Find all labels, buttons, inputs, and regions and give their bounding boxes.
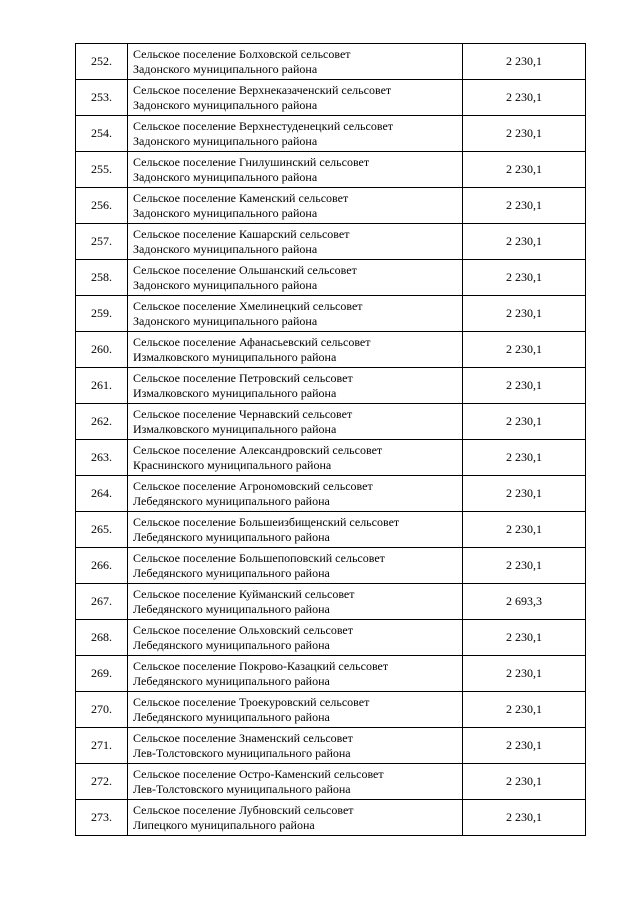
- table-row: [76, 728, 586, 764]
- settlement-name: Сельское поселение Хмелинецкий сельсовет: [133, 298, 363, 313]
- settlement-name-cell: [128, 692, 463, 728]
- row-number: 258.: [76, 260, 128, 296]
- district-name: Липецкого муниципального района: [133, 817, 315, 832]
- amount-value: 2 230,1: [463, 512, 586, 548]
- amount-value: 2 230,1: [463, 728, 586, 764]
- settlement-name-cell: [128, 224, 463, 260]
- district-name: Лебедянского муниципального района: [133, 673, 330, 688]
- settlement-name: Сельское поселение Гнилушинский сельсовет: [133, 154, 370, 169]
- settlement-name-cell: [128, 584, 463, 620]
- row-number: 252.: [76, 44, 128, 80]
- table-row: [76, 692, 586, 728]
- settlement-name-cell: [128, 116, 463, 152]
- settlement-name-cell: [128, 188, 463, 224]
- settlement-name-cell: [128, 440, 463, 476]
- settlement-name-cell: [128, 800, 463, 836]
- table-row: [76, 548, 586, 584]
- settlement-name-cell: [128, 296, 463, 332]
- table-row: [76, 368, 586, 404]
- table-row: [76, 656, 586, 692]
- settlement-name-cell: [128, 260, 463, 296]
- settlement-name-cell: [128, 656, 463, 692]
- settlement-name-cell: [128, 44, 463, 80]
- table-row: [76, 476, 586, 512]
- settlement-name-cell: [128, 728, 463, 764]
- settlements-table: [75, 43, 586, 836]
- amount-value: 2 230,1: [463, 440, 586, 476]
- row-number: 268.: [76, 620, 128, 656]
- table-row: [76, 260, 586, 296]
- row-number: 273.: [76, 800, 128, 836]
- district-name: Задонского муниципального района: [133, 241, 318, 256]
- district-name: Задонского муниципального района: [133, 97, 318, 112]
- settlement-name: Сельское поселение Большепоповский сельсовет: [133, 550, 385, 565]
- amount-value: 2 230,1: [463, 548, 586, 584]
- table-row: [76, 404, 586, 440]
- row-number: 263.: [76, 440, 128, 476]
- row-number: 254.: [76, 116, 128, 152]
- settlement-name: Сельское поселение Агрономовский сельсовет: [133, 478, 373, 493]
- amount-value: 2 230,1: [463, 80, 586, 116]
- amount-value: 2 230,1: [463, 692, 586, 728]
- settlement-name: Сельское поселение Куйманский сельсовет: [133, 586, 355, 601]
- settlement-name-cell: [128, 764, 463, 800]
- amount-value: 2 230,1: [463, 332, 586, 368]
- amount-value: 2 230,1: [463, 800, 586, 836]
- settlement-name: Сельское поселение Чернавский сельсовет: [133, 406, 353, 421]
- settlement-name-cell: [128, 404, 463, 440]
- row-number: 269.: [76, 656, 128, 692]
- district-name: Задонского муниципального района: [133, 61, 318, 76]
- amount-value: 2 230,1: [463, 476, 586, 512]
- settlement-name: Сельское поселение Остро-Каменский сельсовет: [133, 766, 384, 781]
- settlement-name-cell: [128, 548, 463, 584]
- district-name: Измалковского муниципального района: [133, 385, 337, 400]
- amount-value: 2 230,1: [463, 656, 586, 692]
- settlement-name-cell: [128, 80, 463, 116]
- table-row: [76, 296, 586, 332]
- district-name: Измалковского муниципального района: [133, 349, 337, 364]
- row-number: 264.: [76, 476, 128, 512]
- district-name: Лебедянского муниципального района: [133, 637, 330, 652]
- district-name: Задонского муниципального района: [133, 169, 318, 184]
- settlement-name: Сельское поселение Верхнестуденецкий сельсовет: [133, 118, 394, 133]
- settlement-name: Сельское поселение Афанасьевский сельсовет: [133, 334, 371, 349]
- amount-value: 2 230,1: [463, 116, 586, 152]
- table-row: [76, 44, 586, 80]
- row-number: 261.: [76, 368, 128, 404]
- table-row: [76, 764, 586, 800]
- settlement-name: Сельское поселение Верхнеказаченский сельсовет: [133, 82, 392, 97]
- settlement-name: Сельское поселение Большеизбищенский сельсовет: [133, 514, 400, 529]
- district-name: Лев-Толстовского муниципального района: [133, 745, 351, 760]
- row-number: 255.: [76, 152, 128, 188]
- row-number: 267.: [76, 584, 128, 620]
- settlement-name: Сельское поселение Лубновский сельсовет: [133, 802, 354, 817]
- settlement-name-cell: [128, 368, 463, 404]
- district-name: Задонского муниципального района: [133, 277, 318, 292]
- settlement-name: Сельское поселение Александровский сельсовет: [133, 442, 383, 457]
- amount-value: 2 230,1: [463, 764, 586, 800]
- amount-value: 2 230,1: [463, 260, 586, 296]
- amount-value: 2 693,3: [463, 584, 586, 620]
- table-row: [76, 584, 586, 620]
- row-number: 262.: [76, 404, 128, 440]
- district-name: Лев-Толстовского муниципального района: [133, 781, 351, 796]
- settlement-name-cell: [128, 512, 463, 548]
- district-name: Задонского муниципального района: [133, 133, 318, 148]
- table-row: [76, 800, 586, 836]
- table-row: [76, 512, 586, 548]
- settlement-name-cell: [128, 332, 463, 368]
- settlement-name: Сельское поселение Ольховский сельсовет: [133, 622, 353, 637]
- row-number: 266.: [76, 548, 128, 584]
- row-number: 271.: [76, 728, 128, 764]
- district-name: Измалковского муниципального района: [133, 421, 337, 436]
- district-name: Краснинского муниципального района: [133, 457, 332, 472]
- row-number: 257.: [76, 224, 128, 260]
- amount-value: 2 230,1: [463, 368, 586, 404]
- table-row: [76, 440, 586, 476]
- settlement-name: Сельское поселение Ольшанский сельсовет: [133, 262, 357, 277]
- settlement-name: Сельское поселение Каменский сельсовет: [133, 190, 349, 205]
- table-row: [76, 152, 586, 188]
- settlement-name: Сельское поселение Болховской сельсовет: [133, 46, 351, 61]
- table-row: [76, 116, 586, 152]
- table-row: [76, 332, 586, 368]
- district-name: Лебедянского муниципального района: [133, 601, 330, 616]
- row-number: 265.: [76, 512, 128, 548]
- row-number: 272.: [76, 764, 128, 800]
- district-name: Задонского муниципального района: [133, 313, 318, 328]
- settlement-name-cell: [128, 152, 463, 188]
- settlement-name: Сельское поселение Петровский сельсовет: [133, 370, 353, 385]
- district-name: Лебедянского муниципального района: [133, 709, 330, 724]
- table-row: [76, 188, 586, 224]
- row-number: 256.: [76, 188, 128, 224]
- amount-value: 2 230,1: [463, 224, 586, 260]
- district-name: Лебедянского муниципального района: [133, 529, 330, 544]
- settlement-name: Сельское поселение Покрово-Казацкий сельсовет: [133, 658, 389, 673]
- table-row: [76, 80, 586, 116]
- row-number: 259.: [76, 296, 128, 332]
- settlement-name: Сельское поселение Кашарский сельсовет: [133, 226, 350, 241]
- amount-value: 2 230,1: [463, 296, 586, 332]
- amount-value: 2 230,1: [463, 188, 586, 224]
- table-row: [76, 620, 586, 656]
- settlement-name-cell: [128, 620, 463, 656]
- table-row: [76, 224, 586, 260]
- amount-value: 2 230,1: [463, 404, 586, 440]
- row-number: 260.: [76, 332, 128, 368]
- settlement-name: Сельское поселение Троекуровский сельсовет: [133, 694, 370, 709]
- district-name: Задонского муниципального района: [133, 205, 318, 220]
- settlement-name: Сельское поселение Знаменский сельсовет: [133, 730, 353, 745]
- table-body: [76, 44, 586, 836]
- district-name: Лебедянского муниципального района: [133, 493, 330, 508]
- row-number: 270.: [76, 692, 128, 728]
- settlement-name-cell: [128, 476, 463, 512]
- row-number: 253.: [76, 80, 128, 116]
- amount-value: 2 230,1: [463, 152, 586, 188]
- district-name: Лебедянского муниципального района: [133, 565, 330, 580]
- amount-value: 2 230,1: [463, 620, 586, 656]
- amount-value: 2 230,1: [463, 44, 586, 80]
